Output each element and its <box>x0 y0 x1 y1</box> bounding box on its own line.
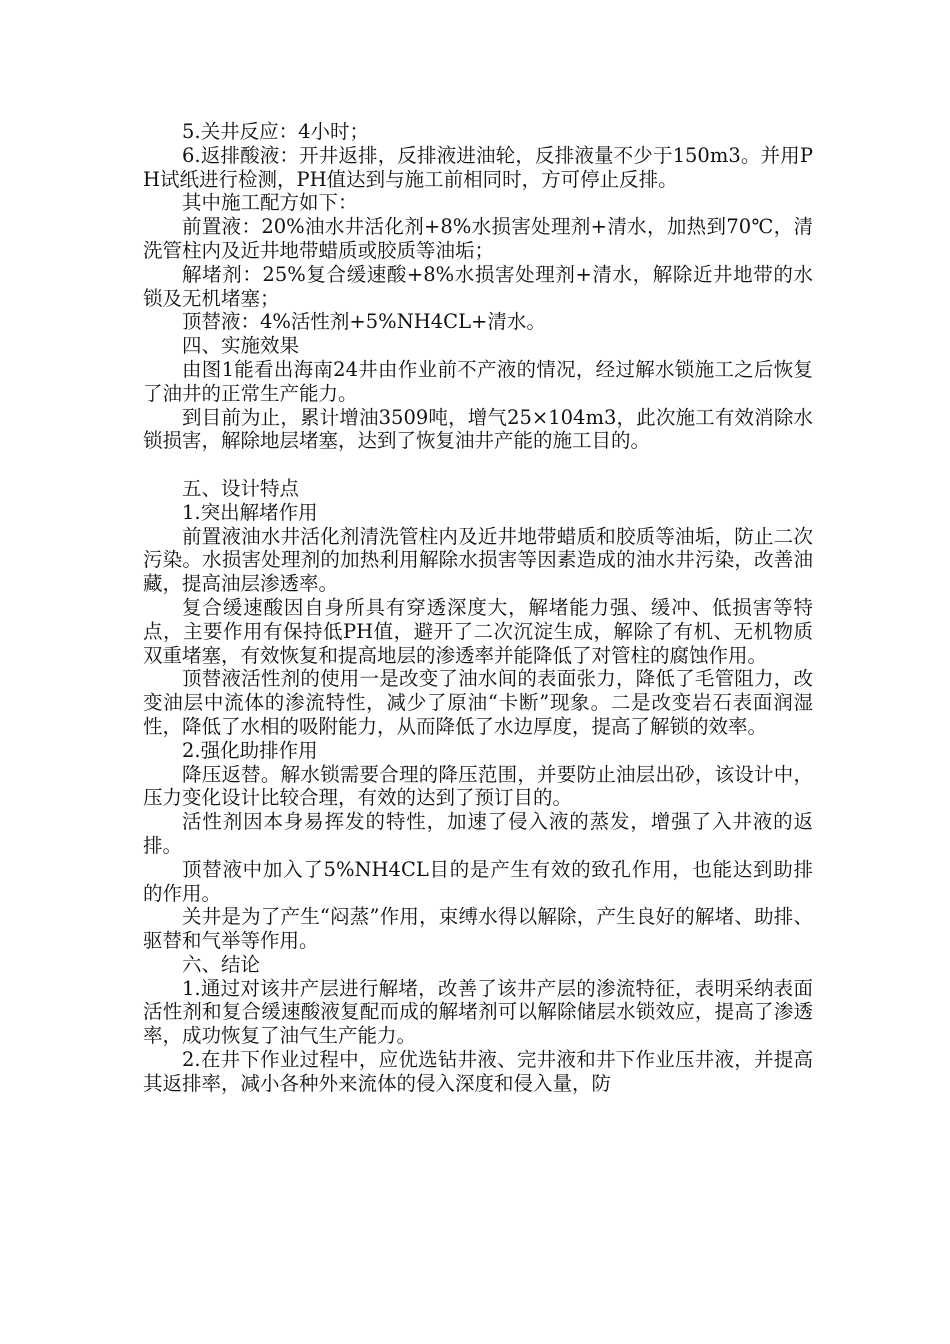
blocking-remover-paragraph: 解堵剂：25%复合缓速酸+8%水损害处理剂+清水，解除近井地带的水锁及无机堵塞； <box>143 262 813 310</box>
formula-intro-paragraph: 其中施工配方如下： <box>182 191 358 215</box>
effect-paragraph-2: 到目前为止，累计增油3509吨，增气25×104m3，此次施工有效消除水锁损害，解除地层堵塞，达到了恢复油井产能的施工目的。 <box>143 405 813 453</box>
design-paragraph-3: 顶替液活性剂的使用一是改变了油水间的表面张力，降低了毛管阻力，改变油层中流体的渗流特性，减少了原油“卡断”现象。二是改变岩石表面润湿性，降低了水相的吸附能力，从而降低了水边厚度，提高了解锁的效率。 <box>143 667 813 738</box>
conclusion-paragraph-1: 1.通过对该井产层进行解堵，改善了该井产层的渗流特征，表明采纳表面活性剂和复合缓速酸液复配而成的解堵剂可以解除储层水锁效应，提高了渗透率，成功恢复了油气生产能力。 <box>143 976 813 1048</box>
displacement-fluid-paragraph: 顶替液：4%活性剂+5%NH4CL+清水。 <box>182 310 546 334</box>
drainage-paragraph-3: 顶替液中加入了5%NH4CL目的是产生有效的致孔作用，也能达到助排的作用。 <box>143 857 813 905</box>
section-4-heading: 四、实施效果 <box>182 334 300 358</box>
document-body <box>143 120 813 1096</box>
subsection-2-heading: 2.强化助排作用 <box>182 738 318 762</box>
drainage-paragraph-2: 活性剂因本身易挥发的特性，加速了侵入液的蒸发，增强了入井液的返排。 <box>143 810 813 857</box>
preflush-paragraph: 前置液：20%油水井活化剂+8%水损害处理剂+清水，加热到70℃，清洗管柱内及近井地带蜡质或胶质等油垢； <box>143 215 813 262</box>
conclusion-paragraph-2: 2.在井下作业过程中，应优选钻井液、完井液和井下作业压井液，并提高其返排率，减小各种外来流体的侵入深度和侵入量，防 <box>143 1048 813 1095</box>
subsection-1-heading: 1.突出解堵作用 <box>182 500 318 524</box>
blank-line <box>143 453 813 477</box>
drainage-paragraph-1: 降压返替。解水锁需要合理的降压范围，并要防止油层出砂，该设计中，压力变化设计比较合理，有效的达到了预订目的。 <box>143 762 813 810</box>
effect-paragraph-1: 由图1能看出海南24井由作业前不产液的情况，经过解水锁施工之后恢复了油井的正常生产能力。 <box>143 357 813 405</box>
design-paragraph-2: 复合缓速酸因自身所具有穿透深度大，解堵能力强、缓冲、低损害等特点，主要作用有保持低PH值，避开了二次沉淀生成，解除了有机、无机物质双重堵塞，有效恢复和提高地层的渗透率并能降低了对管柱的腐蚀作用。 <box>143 595 813 667</box>
section-5-heading: 五、设计特点 <box>182 476 300 500</box>
drainage-paragraph-4: 关井是为了产生“闷蒸”作用，束缚水得以解除，产生良好的解堵、助排、驱替和气举等作用。 <box>143 905 813 953</box>
step-5-paragraph: 5.关井反应：4小时； <box>182 120 370 143</box>
section-6-heading: 六、结论 <box>182 952 261 976</box>
design-paragraph-1: 前置液油水井活化剂清洗管柱内及近井地带蜡质和胶质等油垢，防止二次污染。水损害处理剂的加热利用解除水损害等因素造成的油水井污染，改善油藏，提高油层渗透率。 <box>143 524 813 596</box>
step-6-paragraph: 6.返排酸液：开井返排，反排液进油轮，反排液量不少于150m3。并用PH试纸进行检测，PH值达到与施工前相同时，方可停止反排。 <box>143 143 813 191</box>
